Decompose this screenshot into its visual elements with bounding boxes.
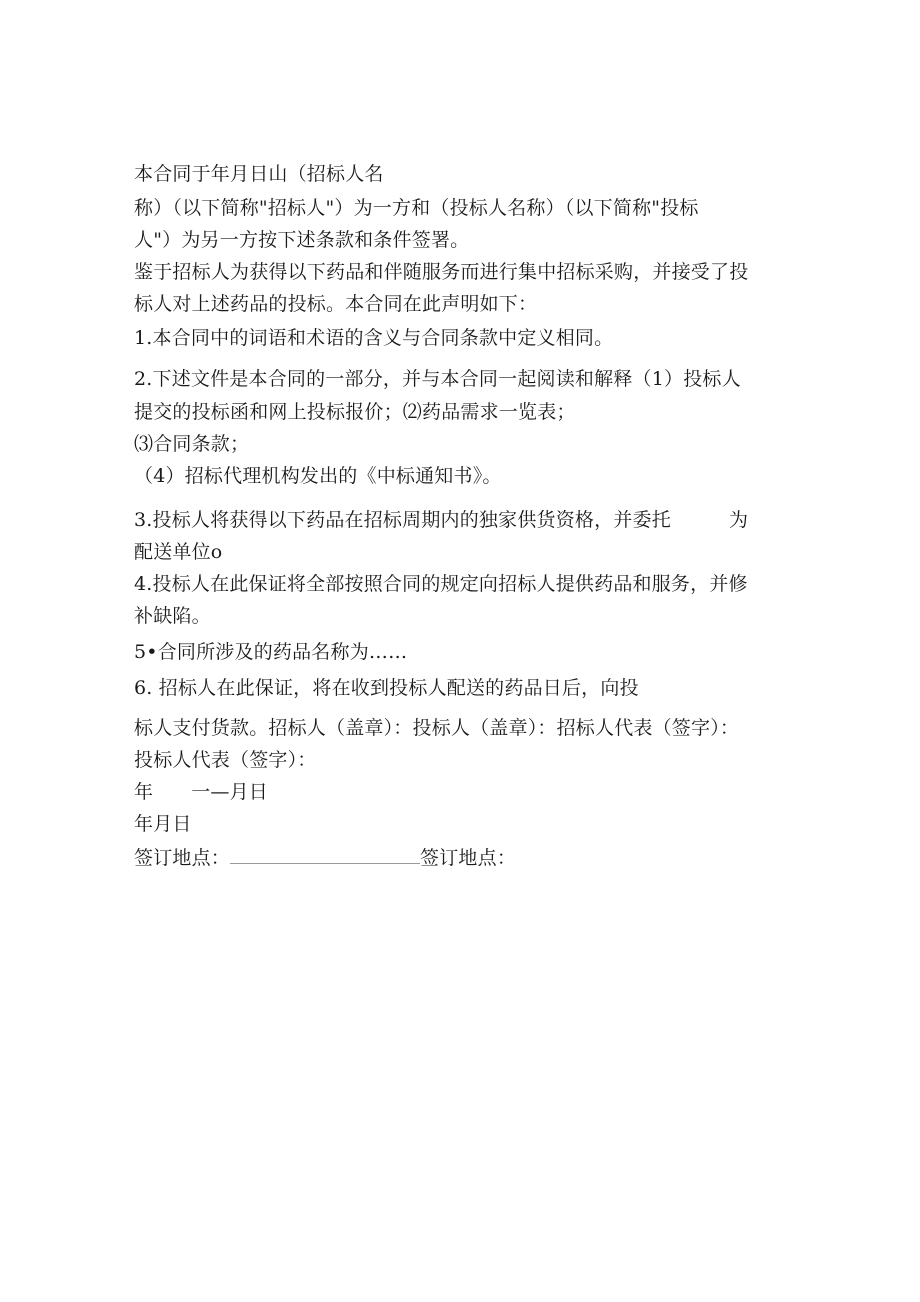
signature-line-1: 标人支付货款。招标人（盖章）：投标人（盖章）：招标人代表（签字）： [134,717,740,739]
signing-place-label-2: 签订地点： [420,847,517,869]
clause-2: 2.下述文件是本合同的一部分，并与本合同一起阅读和解释（1）投标人 [134,368,741,390]
clause-2-item-3: ⑶合同条款； [134,433,250,455]
contract-line-3: 人"）为另一方按下述条款和条件签署。 [134,229,470,251]
clause-1: 1.本合同中的词语和术语的含义与合同条款中定义相同。 [134,327,614,349]
clause-6: 6. 招标人在此保证，将在收到投标人配送的药品日后，向投 [134,677,639,699]
signing-place-line [134,846,516,870]
clause-3-text: 3.投标人将获得以下药品在招标周期内的独家供货资格，并委托 [134,509,671,531]
clause-4-cont: 补缺陷。 [134,605,211,627]
contract-line-4: 鉴于招标人为获得以下药品和伴随服务而进行集中招标采购，并接受了投 [134,261,749,283]
clause-2-item-4: （4）招标代理机构发出的《中标通知书》。 [134,465,502,487]
date-month-day-label: 一—月日 [191,781,269,803]
date-line-1 [134,780,268,804]
clause-3 [134,508,748,532]
clause-5: 5•合同所涉及的药品名称为…… [134,641,408,663]
signature-line-2: 投标人代表（签字）： [134,749,317,771]
clause-4: 4.投标人在此保证将全部按照合同的规定向招标人提供药品和服务，并修 [134,573,748,595]
date-year-label: 年 [134,781,154,803]
contract-line-2: 称）（以下简称"招标人"）为一方和（投标人名称）（以下简称"投标 [134,197,699,219]
clause-3-tail: 为 [728,509,749,531]
contract-line-1: 本合同于年月日山（招标人名 [134,163,384,185]
contract-line-5: 标人对上述药品的投标。本合同在此声明如下： [134,293,538,315]
clause-3-cont: 配送单位o [134,541,223,563]
date-line-2: 年月日 [134,813,192,835]
signing-place-blank [230,847,420,864]
clause-2-cont: 提交的投标函和网上投标报价；⑵药品需求一览表； [134,401,576,423]
signing-place-label-1: 签订地点： [134,847,231,869]
